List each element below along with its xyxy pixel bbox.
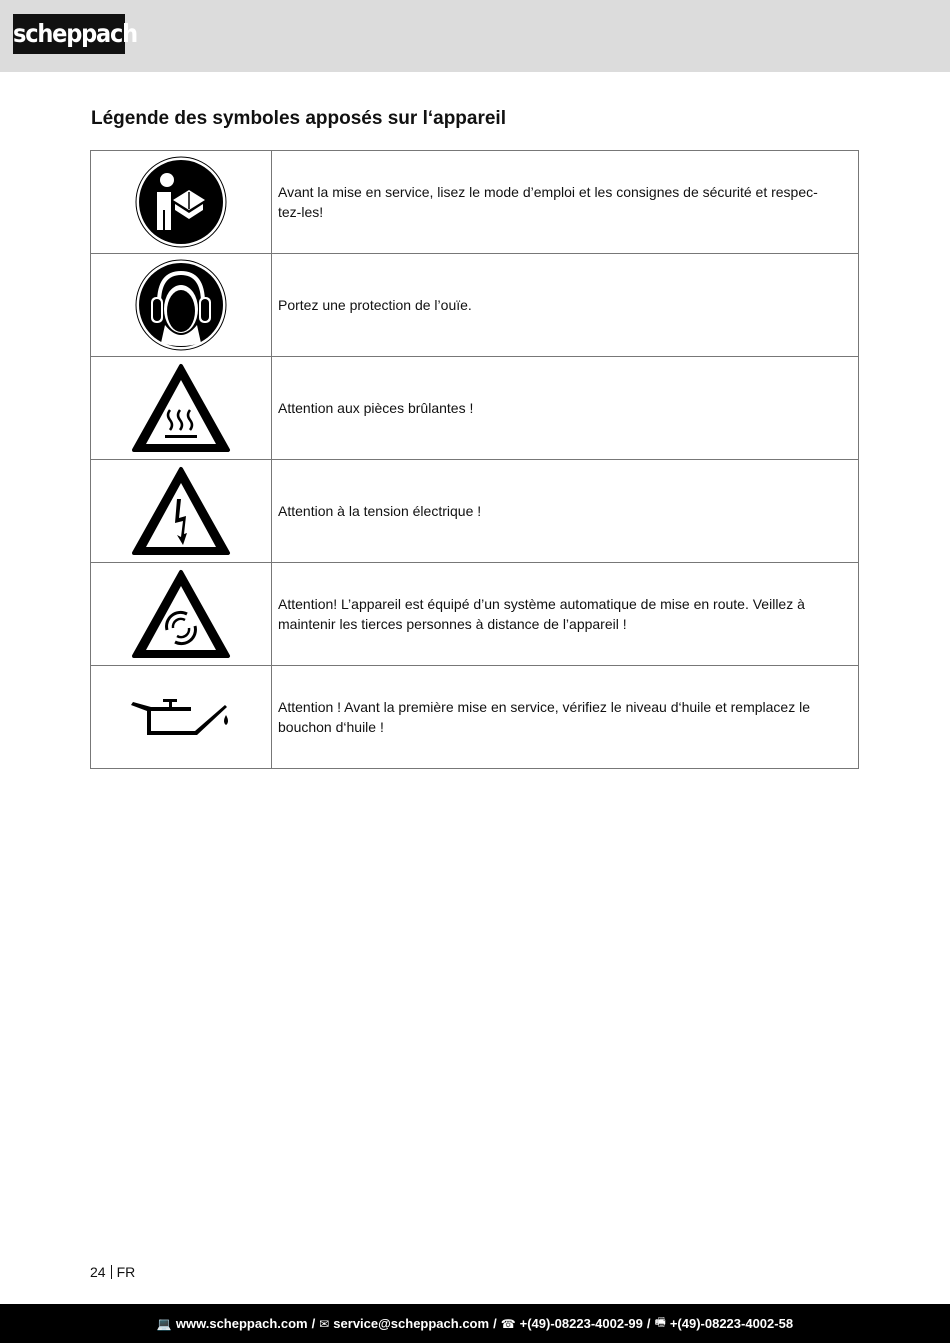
oil-can-icon — [129, 695, 233, 739]
hot-surface-warning-icon — [131, 362, 231, 454]
electric-voltage-warning-icon — [131, 465, 231, 557]
footer-website[interactable]: www.scheppach.com — [175, 1316, 308, 1331]
footer-separator: / — [311, 1316, 316, 1331]
hearing-protection-icon — [135, 259, 227, 351]
page-title: Légende des symboles apposés sur l‘appareil — [91, 108, 506, 129]
fax-icon: 🖷 — [654, 1315, 666, 1329]
symbol-description: Portez une protection de l’ouïe. — [272, 254, 859, 357]
automatic-start-warning-icon — [131, 568, 231, 660]
page-number-divider — [111, 1265, 112, 1279]
symbol-cell — [91, 460, 272, 563]
computer-icon: 💻 — [156, 1316, 172, 1331]
symbol-description: Attention aux pièces brûlantes ! — [272, 357, 859, 460]
page-number-value: 24 — [90, 1264, 106, 1280]
email-icon: ✉ — [319, 1316, 330, 1331]
symbol-description: Attention à la tension électrique ! — [272, 460, 859, 563]
brand-logo: scheppach — [13, 14, 125, 54]
table-row — [91, 460, 859, 563]
page-language: FR — [116, 1264, 136, 1280]
symbol-cell — [91, 666, 272, 769]
header-bar — [0, 0, 950, 72]
symbol-legend-table — [90, 150, 859, 769]
footer-contact-bar — [0, 1304, 950, 1343]
table-row — [91, 254, 859, 357]
symbol-cell — [91, 563, 272, 666]
symbol-cell — [91, 254, 272, 357]
table-row — [91, 666, 859, 769]
symbol-description: Avant la mise en service, lisez le mode d’emploi et les consignes de sécurité et respec-tez-les! — [272, 151, 859, 254]
read-manual-icon — [135, 156, 227, 248]
symbol-cell — [91, 151, 272, 254]
footer-email[interactable]: service@scheppach.com — [333, 1316, 490, 1331]
footer-separator: / — [493, 1316, 497, 1331]
table-row — [91, 563, 859, 666]
symbol-cell — [91, 357, 272, 460]
footer-phone: +(49)-08223-4002-99 — [519, 1316, 643, 1331]
symbol-description: Attention! L’appareil est équipé d’un système automatique de mise en route. Veillez à maintenir les tierces personnes à distance de l’appareil ! — [272, 563, 859, 666]
table-row — [91, 151, 859, 254]
footer-fax: +(49)-08223-4002-58 — [669, 1316, 794, 1331]
table-row — [91, 357, 859, 460]
footer-separator: / — [646, 1316, 651, 1331]
symbol-description: Attention ! Avant la première mise en service, vérifiez le niveau d‘huile et remplacez le bouchon d‘huile ! — [272, 666, 859, 769]
page-number — [90, 1264, 135, 1280]
phone-icon: ☎ — [500, 1316, 516, 1331]
